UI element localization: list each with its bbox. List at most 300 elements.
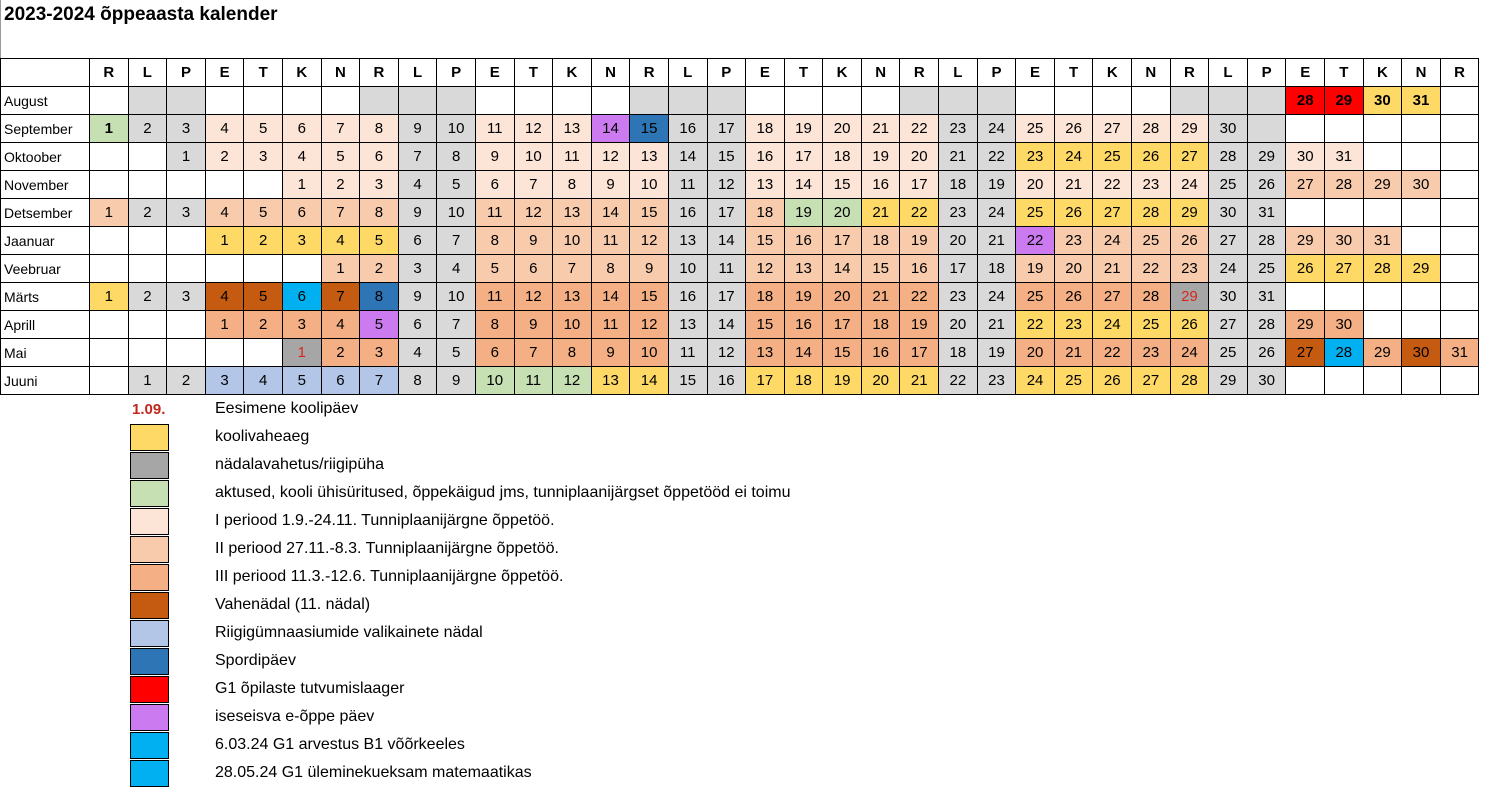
day-cell: 21: [977, 227, 1016, 255]
day-cell: 27: [1209, 227, 1248, 255]
day-cell: 27: [1170, 143, 1209, 171]
day-cell: 7: [398, 143, 437, 171]
day-cell: [784, 87, 823, 115]
weekday-header: L: [398, 59, 437, 87]
day-cell: [167, 339, 206, 367]
day-cell: 16: [861, 339, 900, 367]
day-cell: 28: [1209, 143, 1248, 171]
day-cell: 14: [591, 199, 630, 227]
weekday-header: K: [823, 59, 862, 87]
legend-label: Eesimene koolipäev: [215, 400, 359, 417]
legend-color-swatch: [130, 732, 169, 759]
day-cell: 22: [900, 283, 939, 311]
day-cell: 25: [1016, 199, 1055, 227]
day-cell: 13: [746, 339, 785, 367]
day-cell: 18: [746, 199, 785, 227]
day-cell: 18: [861, 227, 900, 255]
day-cell: [1363, 367, 1402, 395]
day-cell: 6: [282, 199, 321, 227]
day-cell: 20: [823, 283, 862, 311]
day-cell: 21: [977, 311, 1016, 339]
day-cell: [244, 255, 283, 283]
day-cell: 5: [360, 227, 399, 255]
day-cell: [1402, 283, 1441, 311]
day-cell: [939, 87, 978, 115]
day-cell: 25: [1054, 367, 1093, 395]
day-cell: 24: [1093, 311, 1132, 339]
day-cell: 9: [437, 367, 476, 395]
day-cell: 26: [1170, 311, 1209, 339]
day-cell: 25: [1016, 283, 1055, 311]
day-cell: 16: [668, 199, 707, 227]
day-cell: 3: [398, 255, 437, 283]
legend-color-swatch: [130, 564, 169, 591]
weekday-header: P: [1247, 59, 1286, 87]
day-cell: 30: [1363, 87, 1402, 115]
day-cell: 19: [861, 143, 900, 171]
day-cell: 26: [1247, 339, 1286, 367]
day-cell: 31: [1247, 283, 1286, 311]
day-cell: 10: [437, 199, 476, 227]
day-cell: [167, 311, 206, 339]
day-cell: 4: [398, 339, 437, 367]
day-cell: 27: [1093, 283, 1132, 311]
day-cell: 27: [1209, 311, 1248, 339]
day-cell: 1: [90, 199, 129, 227]
weekday-header: N: [861, 59, 900, 87]
frame-left-border: [0, 0, 1, 58]
day-cell: 8: [398, 367, 437, 395]
day-cell: 29: [1286, 227, 1325, 255]
day-cell: 10: [437, 115, 476, 143]
day-cell: 19: [784, 283, 823, 311]
day-cell: 6: [282, 283, 321, 311]
day-cell: 20: [1054, 255, 1093, 283]
day-cell: 27: [1286, 339, 1325, 367]
day-cell: 7: [514, 339, 553, 367]
day-cell: 1: [167, 143, 206, 171]
day-cell: [437, 87, 476, 115]
day-cell: 17: [823, 311, 862, 339]
day-cell: 28: [1132, 199, 1171, 227]
day-cell: 15: [630, 115, 669, 143]
day-cell: 18: [823, 143, 862, 171]
day-cell: 27: [1286, 171, 1325, 199]
day-cell: 3: [282, 311, 321, 339]
day-cell: 21: [861, 115, 900, 143]
day-cell: 26: [1054, 283, 1093, 311]
legend-color-swatch: [130, 620, 169, 647]
day-cell: 2: [360, 255, 399, 283]
day-cell: 29: [1286, 311, 1325, 339]
day-cell: 19: [977, 171, 1016, 199]
day-cell: 25: [1132, 227, 1171, 255]
weekday-header: E: [1016, 59, 1055, 87]
legend-label: Vahenädal (11. nädal): [215, 596, 371, 613]
day-cell: 29: [1325, 87, 1364, 115]
day-cell: 9: [398, 115, 437, 143]
day-cell: [90, 227, 129, 255]
day-cell: 4: [205, 115, 244, 143]
day-cell: [1440, 367, 1479, 395]
day-cell: [1440, 283, 1479, 311]
day-cell: 2: [321, 171, 360, 199]
day-cell: [1440, 143, 1479, 171]
day-cell: 25: [1016, 115, 1055, 143]
day-cell: 30: [1209, 199, 1248, 227]
day-cell: [90, 339, 129, 367]
legend-label: III periood 11.3.-12.6. Tunniplaanijärgne õppetöö.: [215, 568, 564, 585]
day-cell: 9: [514, 227, 553, 255]
day-cell: [1440, 311, 1479, 339]
day-cell: 19: [1016, 255, 1055, 283]
day-cell: 29: [1170, 199, 1209, 227]
day-cell: 1: [282, 339, 321, 367]
day-cell: 23: [977, 367, 1016, 395]
legend-label: aktused, kooli ühisüritused, õppekäigud jms, tunniplaanijärgset õppetööd ei toimu: [215, 484, 791, 501]
day-cell: 29: [1402, 255, 1441, 283]
month-row: [1, 87, 1479, 115]
month-row: [1, 115, 1479, 143]
day-cell: [475, 87, 514, 115]
day-cell: 26: [1093, 367, 1132, 395]
day-cell: 25: [1247, 255, 1286, 283]
day-cell: 23: [1054, 227, 1093, 255]
day-cell: 7: [321, 283, 360, 311]
day-cell: [1170, 87, 1209, 115]
day-cell: 21: [900, 367, 939, 395]
day-cell: 17: [707, 199, 746, 227]
day-cell: 21: [861, 199, 900, 227]
day-cell: 11: [707, 255, 746, 283]
day-cell: 28: [1132, 283, 1171, 311]
day-cell: 4: [205, 199, 244, 227]
day-cell: 15: [823, 171, 862, 199]
day-cell: 2: [321, 339, 360, 367]
day-cell: 23: [1132, 171, 1171, 199]
legend-color-swatch: [130, 452, 169, 479]
legend-color-swatch: [130, 760, 169, 787]
day-cell: 7: [437, 227, 476, 255]
day-cell: 19: [900, 227, 939, 255]
day-cell: 9: [475, 143, 514, 171]
day-cell: 13: [668, 311, 707, 339]
legend-label: II periood 27.11.-8.3. Tunniplaanijärgne õppetöö.: [215, 540, 559, 557]
day-cell: [861, 87, 900, 115]
day-cell: 21: [861, 283, 900, 311]
day-cell: 5: [244, 199, 283, 227]
day-cell: 8: [437, 143, 476, 171]
day-cell: 16: [707, 367, 746, 395]
day-cell: 24: [977, 199, 1016, 227]
weekday-header: L: [1209, 59, 1248, 87]
day-cell: 2: [244, 311, 283, 339]
day-cell: [1363, 311, 1402, 339]
day-cell: 26: [1054, 199, 1093, 227]
day-cell: [1402, 227, 1441, 255]
weekday-header: P: [167, 59, 206, 87]
day-cell: 20: [823, 199, 862, 227]
day-cell: 28: [1325, 339, 1364, 367]
day-cell: 8: [475, 311, 514, 339]
day-cell: 30: [1325, 227, 1364, 255]
day-cell: 23: [1016, 143, 1055, 171]
day-cell: 7: [360, 367, 399, 395]
day-cell: 11: [475, 199, 514, 227]
day-cell: 17: [900, 171, 939, 199]
day-cell: 18: [939, 171, 978, 199]
day-cell: [514, 87, 553, 115]
legend-color-swatch: [130, 536, 169, 563]
month-name: Oktoober: [1, 143, 90, 171]
day-cell: 9: [591, 339, 630, 367]
month-row: [1, 199, 1479, 227]
day-cell: 14: [707, 227, 746, 255]
day-cell: 31: [1363, 227, 1402, 255]
weekday-header: E: [205, 59, 244, 87]
day-cell: 14: [668, 143, 707, 171]
day-cell: 31: [1402, 87, 1441, 115]
day-cell: 13: [668, 227, 707, 255]
day-cell: 11: [553, 143, 592, 171]
month-name: August: [1, 87, 90, 115]
day-cell: 2: [128, 283, 167, 311]
day-cell: [668, 87, 707, 115]
day-cell: 11: [514, 367, 553, 395]
month-row: [1, 283, 1479, 311]
day-cell: 24: [1170, 171, 1209, 199]
day-cell: 11: [668, 171, 707, 199]
day-cell: [244, 339, 283, 367]
legend-color-swatch: [130, 508, 169, 535]
legend-label: 6.03.24 G1 arvestus B1 võõrkeeles: [215, 736, 465, 753]
day-cell: 14: [784, 339, 823, 367]
day-cell: [1247, 115, 1286, 143]
month-row: [1, 339, 1479, 367]
day-cell: 24: [1054, 143, 1093, 171]
day-cell: [1286, 283, 1325, 311]
day-cell: 20: [1016, 171, 1055, 199]
legend-color-swatch: [130, 592, 169, 619]
day-cell: 14: [823, 255, 862, 283]
day-cell: 14: [707, 311, 746, 339]
day-cell: 6: [398, 227, 437, 255]
day-cell: 20: [823, 115, 862, 143]
day-cell: 22: [939, 367, 978, 395]
day-cell: [1363, 199, 1402, 227]
day-cell: [321, 87, 360, 115]
day-cell: 8: [553, 171, 592, 199]
weekday-header: K: [282, 59, 321, 87]
day-cell: 12: [514, 283, 553, 311]
day-cell: 3: [360, 339, 399, 367]
day-cell: [1402, 367, 1441, 395]
day-cell: 11: [668, 339, 707, 367]
day-cell: [1440, 115, 1479, 143]
day-cell: [591, 87, 630, 115]
day-cell: 13: [784, 255, 823, 283]
day-cell: 13: [591, 367, 630, 395]
day-cell: 5: [360, 311, 399, 339]
day-cell: 4: [205, 283, 244, 311]
day-cell: [205, 255, 244, 283]
day-cell: 15: [668, 367, 707, 395]
day-cell: 16: [746, 143, 785, 171]
day-cell: 1: [90, 283, 129, 311]
day-cell: 14: [630, 367, 669, 395]
day-cell: [128, 227, 167, 255]
day-cell: 5: [282, 367, 321, 395]
day-cell: 30: [1247, 367, 1286, 395]
day-cell: 19: [823, 367, 862, 395]
day-cell: [128, 87, 167, 115]
legend-label: 28.05.24 G1 üleminekueksam matemaatikas: [215, 764, 532, 781]
day-cell: 16: [861, 171, 900, 199]
month-name: Aprill: [1, 311, 90, 339]
day-cell: 12: [707, 171, 746, 199]
weekday-header: K: [1363, 59, 1402, 87]
day-cell: 4: [282, 143, 321, 171]
legend-label: Spordipäev: [215, 652, 296, 669]
day-cell: 24: [1093, 227, 1132, 255]
day-cell: 11: [475, 283, 514, 311]
day-cell: 2: [205, 143, 244, 171]
legend-label: Riigigümnaasiumide valikainete nädal: [215, 624, 483, 641]
day-cell: [1016, 87, 1055, 115]
day-cell: [244, 171, 283, 199]
day-cell: 19: [784, 199, 823, 227]
day-cell: 2: [244, 227, 283, 255]
day-cell: 12: [707, 339, 746, 367]
day-cell: [1440, 199, 1479, 227]
day-cell: 8: [360, 115, 399, 143]
month-row: [1, 367, 1479, 395]
day-cell: 29: [1209, 367, 1248, 395]
day-cell: [167, 87, 206, 115]
day-cell: [1132, 87, 1171, 115]
weekday-header: T: [1054, 59, 1093, 87]
day-cell: 8: [360, 283, 399, 311]
day-cell: 2: [128, 199, 167, 227]
day-cell: [1325, 115, 1364, 143]
day-cell: 18: [746, 115, 785, 143]
day-cell: [128, 171, 167, 199]
day-cell: 17: [823, 227, 862, 255]
day-cell: 17: [784, 143, 823, 171]
day-cell: 23: [1132, 339, 1171, 367]
day-cell: 27: [1325, 255, 1364, 283]
day-cell: [1286, 115, 1325, 143]
day-cell: [90, 87, 129, 115]
day-cell: 23: [939, 283, 978, 311]
day-cell: 23: [939, 199, 978, 227]
day-cell: 26: [1132, 143, 1171, 171]
day-cell: 28: [1286, 87, 1325, 115]
weekday-header: T: [244, 59, 283, 87]
day-cell: 16: [784, 311, 823, 339]
day-cell: 7: [437, 311, 476, 339]
day-cell: 19: [977, 339, 1016, 367]
day-cell: 23: [1170, 255, 1209, 283]
day-cell: 5: [475, 255, 514, 283]
day-cell: 12: [591, 143, 630, 171]
calendar-table: [0, 58, 1479, 395]
day-cell: 10: [630, 171, 669, 199]
day-cell: 15: [630, 199, 669, 227]
day-cell: 15: [861, 255, 900, 283]
day-cell: 27: [1093, 199, 1132, 227]
day-cell: 1: [321, 255, 360, 283]
day-cell: 20: [939, 311, 978, 339]
month-name: Detsember: [1, 199, 90, 227]
day-cell: 4: [437, 255, 476, 283]
weekday-header: E: [746, 59, 785, 87]
day-cell: 30: [1209, 283, 1248, 311]
day-cell: 4: [321, 311, 360, 339]
day-cell: [282, 87, 321, 115]
day-cell: 6: [475, 339, 514, 367]
day-cell: 31: [1440, 339, 1479, 367]
day-cell: 9: [591, 171, 630, 199]
day-cell: 18: [977, 255, 1016, 283]
day-cell: [128, 339, 167, 367]
day-cell: 28: [1170, 367, 1209, 395]
day-cell: 28: [1132, 115, 1171, 143]
day-cell: 3: [205, 367, 244, 395]
weekday-header: L: [128, 59, 167, 87]
legend-color-swatch: [130, 676, 169, 703]
day-cell: 26: [1247, 171, 1286, 199]
day-cell: 13: [746, 171, 785, 199]
day-cell: [1402, 115, 1441, 143]
day-cell: [244, 87, 283, 115]
day-cell: [1247, 87, 1286, 115]
day-cell: [360, 87, 399, 115]
day-cell: 1: [282, 171, 321, 199]
day-cell: 3: [167, 115, 206, 143]
day-cell: 13: [553, 283, 592, 311]
weekday-header: R: [630, 59, 669, 87]
day-cell: 9: [398, 283, 437, 311]
day-cell: 2: [128, 115, 167, 143]
legend-label: G1 õpilaste tutvumislaager: [215, 680, 405, 697]
day-cell: 14: [784, 171, 823, 199]
weekday-header: N: [591, 59, 630, 87]
day-cell: [630, 87, 669, 115]
weekday-header: P: [707, 59, 746, 87]
month-name: Jaanuar: [1, 227, 90, 255]
month-name: Märts: [1, 283, 90, 311]
day-cell: 9: [514, 311, 553, 339]
day-cell: 12: [514, 199, 553, 227]
day-cell: 19: [900, 311, 939, 339]
weekday-header: P: [437, 59, 476, 87]
month-row: [1, 255, 1479, 283]
weekday-header-row: [1, 59, 1479, 87]
day-cell: 15: [823, 339, 862, 367]
day-cell: 4: [244, 367, 283, 395]
day-cell: [1402, 199, 1441, 227]
day-cell: 17: [746, 367, 785, 395]
day-cell: 28: [1247, 311, 1286, 339]
day-cell: 7: [553, 255, 592, 283]
day-cell: 12: [746, 255, 785, 283]
day-cell: 12: [553, 367, 592, 395]
day-cell: 26: [1170, 227, 1209, 255]
day-cell: 16: [900, 255, 939, 283]
legend-color-swatch: [130, 648, 169, 675]
day-cell: [90, 143, 129, 171]
